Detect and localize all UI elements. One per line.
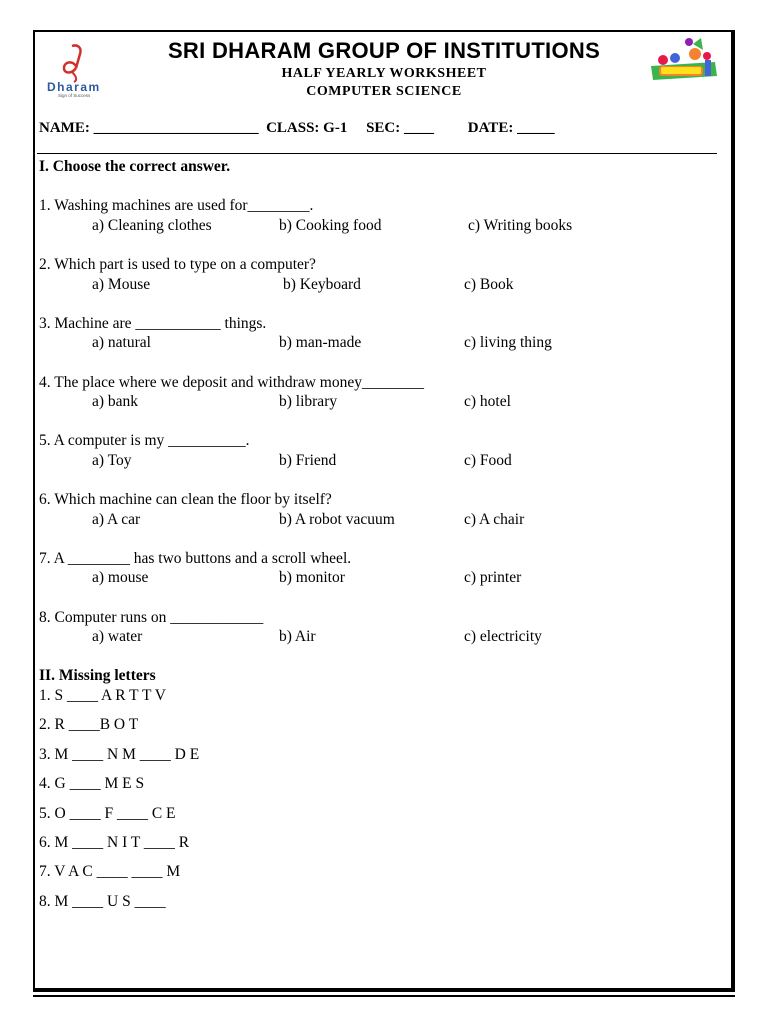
student-info-line: NAME: ______________________ CLASS: G-1 SEC: ____ DATE: _____ [39, 120, 555, 136]
option-c: c) living thing [464, 334, 552, 351]
option-b: b) Cooking food [279, 217, 382, 234]
option-c: c) A chair [464, 511, 525, 528]
option-b: b) man-made [279, 334, 362, 351]
option-c: c) Food [464, 452, 512, 469]
divider [37, 153, 717, 154]
question-text: 3. Machine are ___________ things. [39, 315, 267, 332]
logo-name: Dharam [47, 80, 101, 94]
option-a: a) bank [92, 393, 139, 410]
option-a: a) water [92, 628, 143, 645]
option-c: c) Writing books [468, 217, 573, 234]
section-2-heading: II. Missing letters [39, 667, 156, 684]
option-c: c) printer [464, 569, 522, 586]
option-b: b) Air [279, 628, 316, 645]
question-text: 8. Computer runs on ____________ [39, 609, 264, 626]
question-text: 6. Which machine can clean the floor by itself? [39, 491, 332, 508]
worksheet-title: HALF YEARLY WORKSHEET [281, 66, 487, 81]
question-text: 1. Washing machines are used for________. [39, 197, 314, 214]
question-text: 4. The place where we deposit and withdraw money________ [39, 374, 424, 391]
option-c: c) Book [464, 276, 514, 293]
option-b: b) Keyboard [283, 276, 361, 293]
missing-letters-item: 3. M ____ N M ____ D E [39, 746, 200, 763]
missing-letters-item: 7. V A C ____ ____ M [39, 863, 181, 880]
missing-letters-item: 1. S ____ A R T T V [39, 687, 166, 704]
question-text: 7. A ________ has two buttons and a scroll wheel. [39, 550, 352, 567]
missing-letters-item: 4. G ____ M E S [39, 775, 145, 792]
missing-letters-item: 6. M ____ N I T ____ R [39, 834, 190, 851]
logo-tagline: Sign of Success [58, 93, 91, 98]
question-text: 5. A computer is my __________. [39, 432, 250, 449]
option-c: c) electricity [464, 628, 542, 645]
missing-letters-item: 2. R ____B O T [39, 716, 139, 733]
school-title: SRI DHARAM GROUP OF INSTITUTIONS [167, 38, 601, 63]
option-a: a) A car [92, 511, 141, 528]
missing-letters-item: 5. O ____ F ____ C E [39, 805, 176, 822]
option-b: b) Friend [279, 452, 337, 469]
option-a: a) Toy [92, 452, 132, 469]
section-1-heading: I. Choose the correct answer. [39, 158, 231, 175]
option-a: a) mouse [92, 569, 149, 586]
option-a: a) Mouse [92, 276, 151, 293]
question-text: 2. Which part is used to type on a computer? [39, 256, 316, 273]
option-a: a) Cleaning clothes [92, 217, 212, 234]
option-a: a) natural [92, 334, 151, 351]
option-b: b) A robot vacuum [279, 511, 395, 528]
subject-title: COMPUTER SCIENCE [306, 84, 462, 99]
missing-letters-item: 8. M ____ U S ____ [39, 893, 166, 910]
kids-illustration-icon [645, 36, 725, 88]
option-c: c) hotel [464, 393, 511, 410]
option-b: b) library [279, 393, 338, 410]
option-b: b) monitor [279, 569, 345, 586]
